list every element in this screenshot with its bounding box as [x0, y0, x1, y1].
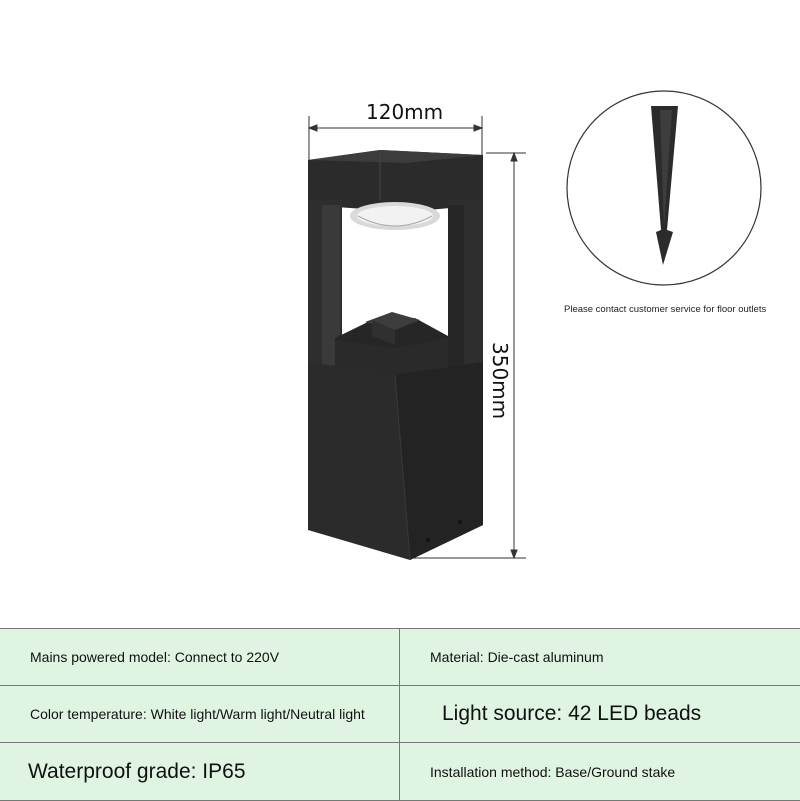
spec-installation: Installation method: Base/Ground stake [400, 743, 800, 801]
spec-waterproof: Waterproof grade: IP65 [0, 743, 400, 801]
spec-power: Mains powered model: Connect to 220V [0, 629, 400, 686]
spec-color-temperature: Color temperature: White light/Warm light/Neutral light [0, 686, 400, 743]
floor-outlet-note: Please contact customer service for floor outlets [564, 304, 767, 315]
lamp-base [308, 362, 483, 560]
spec-light-source: Light source: 42 LED beads [400, 686, 800, 743]
spec-table [0, 628, 800, 800]
ground-stake-inset [567, 91, 761, 285]
height-label: 350mm [488, 342, 512, 420]
led-lens [350, 202, 440, 230]
spec-material: Material: Die-cast aluminum [400, 629, 800, 686]
width-label: 120mm [366, 100, 444, 124]
